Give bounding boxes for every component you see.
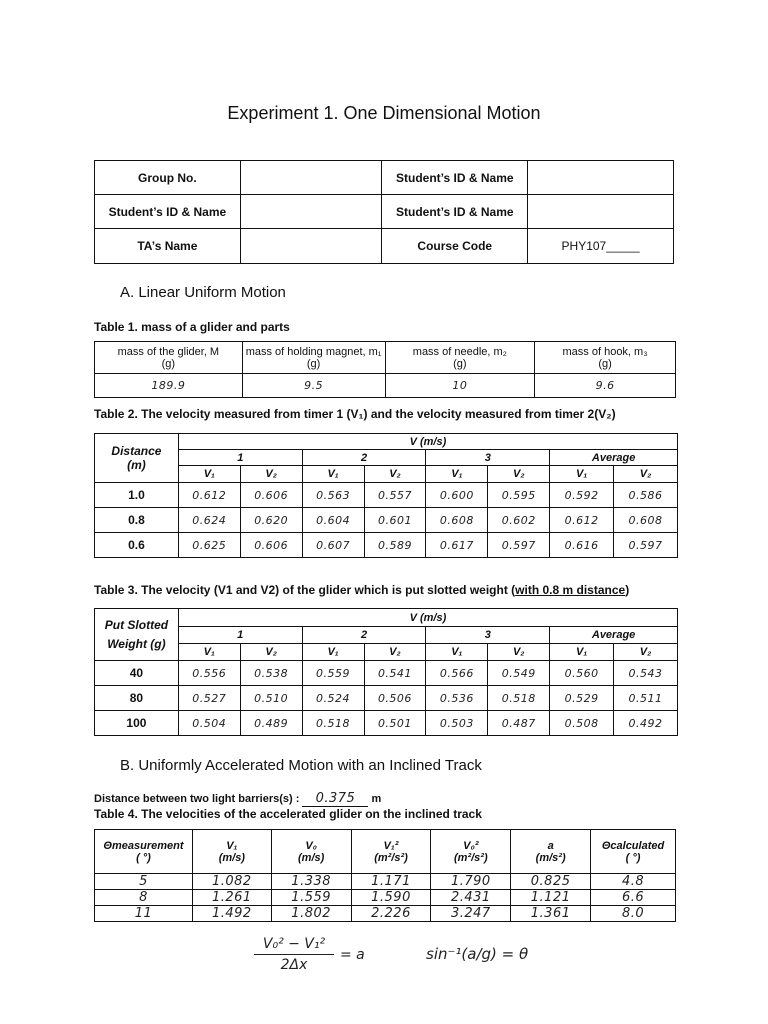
table1-mass [94,341,676,398]
table-cell: 4.8 [591,874,676,890]
table-cell: 0.608 [614,508,678,533]
table-cell: 0.624 [178,508,240,533]
table3-subcol: V₁ [302,644,364,661]
table-cell: 11 [95,906,193,922]
table-cell: 0.536 [426,686,488,711]
table-row [95,686,678,711]
table2-subcol: V₁ [550,466,614,483]
table4-header: Θcalculated ( °) [591,830,676,874]
table-cell: 0.625 [178,533,240,558]
table-cell: 3.247 [431,906,511,922]
table-cell: 0.825 [511,874,591,890]
table-cell: 0.604 [302,508,364,533]
table-row [95,533,678,558]
table2-subcol: V₁ [426,466,488,483]
table-cell: 0.541 [364,661,426,686]
page-title: Experiment 1. One Dimensional Motion [227,103,541,123]
student3-value[interactable] [528,195,674,229]
table-cell: 1.261 [192,890,271,906]
table-cell: 0.566 [426,661,488,686]
table-cell: 0.511 [614,686,678,711]
table-cell: 0.612 [178,483,240,508]
table3-subcol: V₂ [364,644,426,661]
group-value[interactable] [240,161,382,195]
ta-label: TA’s Name [95,229,241,264]
student1-value[interactable] [528,161,674,195]
table-cell: 0.556 [178,661,240,686]
table2-subcol: V₂ [364,466,426,483]
student3-label: Student’s ID & Name [382,195,528,229]
section-a-heading: A. Linear Uniform Motion [120,284,286,301]
table-row [95,508,678,533]
table-cell: 0.608 [426,508,488,533]
table-cell: 5 [95,874,193,890]
table3-caption-underlined: with 0.8 m distance [515,583,626,597]
table2-subcol: V₂ [240,466,302,483]
table-cell: 0.518 [488,686,550,711]
distance-line [94,791,381,807]
table3-subcol: V₂ [614,644,678,661]
table-cell: 0.557 [364,483,426,508]
table-cell: 1.361 [511,906,591,922]
table-cell: 2.226 [351,906,431,922]
table-cell: 0.503 [426,711,488,736]
table2-subcol: V₂ [488,466,550,483]
table-cell: 0.612 [550,508,614,533]
table-cell: 0.524 [302,686,364,711]
table-cell: 1.492 [192,906,271,922]
table3-subcol: V₁ [178,644,240,661]
table-cell: 0.538 [240,661,302,686]
hook-mass-value: 9.6 [535,374,676,398]
group-label: Group No. [95,161,241,195]
table-cell: 0.601 [364,508,426,533]
table2-group: 1 [178,450,302,466]
needle-mass-value: 10 [385,374,535,398]
table1-caption: Table 1. mass of a glider and parts [94,320,290,334]
magnet-mass-value: 9.5 [242,374,385,398]
table2-group: 3 [426,450,550,466]
table-cell: 0.508 [550,711,614,736]
table-cell: 0.620 [240,508,302,533]
table2-subcol: V₁ [178,466,240,483]
student2-label: Student’s ID & Name [95,195,241,229]
table-cell: 0.504 [178,711,240,736]
table-cell: 0.563 [302,483,364,508]
table4-header: V₀² (m²/s²) [431,830,511,874]
table3-caption: Table 3. The velocity (V1 and V2) of the glider which is put slotted weight (with 0.8 m distance) [94,583,630,597]
row-label: 80 [95,686,179,711]
row-label: 0.6 [95,533,179,558]
table-cell: 0.600 [426,483,488,508]
table-cell: 0.616 [550,533,614,558]
table3-group: 2 [302,627,426,644]
table2-group: 2 [302,450,426,466]
table4-incline [94,829,676,922]
table-cell: 0.510 [240,686,302,711]
table4-caption: Table 4. The velocities of the accelerated glider on the inclined track [94,807,482,821]
student2-value[interactable] [240,195,382,229]
table-cell: 0.518 [302,711,364,736]
glider-mass-value: 189.9 [95,374,243,398]
table-row [95,661,678,686]
table-cell: 0.549 [488,661,550,686]
table3-group: 3 [426,627,550,644]
table-cell: 0.595 [488,483,550,508]
table4-header: V₁ (m/s) [192,830,271,874]
table-cell: 1.790 [431,874,511,890]
row-label: 40 [95,661,179,686]
table-cell: 1.171 [351,874,431,890]
table-cell: 0.597 [614,533,678,558]
table2-v-header: V (m/s) [178,434,677,450]
table4-header: Θmeasurement ( °) [95,830,193,874]
table-cell: 0.589 [364,533,426,558]
table-row [95,890,676,906]
table-row [95,483,678,508]
distance-value[interactable]: 0.375 [302,791,368,807]
table3-group: Average [550,627,678,644]
table-cell: 0.597 [488,533,550,558]
table4-header: V₀ (m/s) [271,830,351,874]
formula-fraction-bar [254,954,334,955]
table2-subcol: V₂ [614,466,678,483]
row-label: 100 [95,711,179,736]
table-cell: 1.590 [351,890,431,906]
table-cell: 1.559 [271,890,351,906]
table1-header: mass of needle, m₂ (g) [385,342,535,374]
table3-subcol: V₁ [550,644,614,661]
table4-header: V₁² (m²/s²) [351,830,431,874]
table-cell: 1.338 [271,874,351,890]
table1-header: mass of the glider, M (g) [95,342,243,374]
table3-group: 1 [178,627,302,644]
table3-subcol: V₂ [240,644,302,661]
formula-acceleration [254,936,334,973]
table-cell: 1.121 [511,890,591,906]
table2-group: Average [550,450,678,466]
table3-slotted-weight [94,608,678,736]
table-cell: 0.559 [302,661,364,686]
table2-subcol: V₁ [302,466,364,483]
distance-label: Distance between two light barriers(s) : [94,793,300,805]
table-cell: 0.501 [364,711,426,736]
table-cell: 8.0 [591,906,676,922]
table-cell: 0.617 [426,533,488,558]
row-label: 0.8 [95,508,179,533]
table-cell: 0.527 [178,686,240,711]
table-cell: 0.487 [488,711,550,736]
table-cell: 0.529 [550,686,614,711]
student-info-table [94,160,674,264]
table-row [95,874,676,890]
table-cell: 0.606 [240,533,302,558]
table-cell: 0.560 [550,661,614,686]
table-cell: 0.602 [488,508,550,533]
course-label: Course Code [382,229,528,264]
table-cell: 0.586 [614,483,678,508]
table-cell: 8 [95,890,193,906]
distance-unit: m [371,793,382,805]
table3-subcol: V₂ [488,644,550,661]
table-row [95,906,676,922]
table1-header: mass of hook, m₃ (g) [535,342,676,374]
student1-label: Student’s ID & Name [382,161,528,195]
table-cell: 1.082 [192,874,271,890]
row-label: 1.0 [95,483,179,508]
table3-row-header: Put Slotted Weight (g) [95,609,179,661]
table3-subcol: V₁ [426,644,488,661]
table3-v-header: V (m/s) [178,609,677,627]
table2-caption: Table 2. The velocity measured from timer 1 (V₁) and the velocity measured from timer 2(V₂) [94,407,616,421]
formula-denominator: 2Δx [280,957,308,973]
ta-value[interactable] [240,229,382,264]
table1-header: mass of holding magnet, m₁ (g) [242,342,385,374]
table-cell: 0.592 [550,483,614,508]
table2-velocity [94,433,678,558]
table-row [95,711,678,736]
formula-angle: sin⁻¹(a/g) = θ [426,945,529,963]
formula-numerator: V₀² − V₁² [262,936,326,952]
table-cell: 1.802 [271,906,351,922]
table-cell: 0.506 [364,686,426,711]
table-cell: 0.489 [240,711,302,736]
table-cell: 6.6 [591,890,676,906]
table2-row-header: Distance (m) [95,434,179,483]
formula-acceleration-rhs: = a [340,947,365,963]
table-cell: 2.431 [431,890,511,906]
table-cell: 0.607 [302,533,364,558]
table-cell: 0.543 [614,661,678,686]
section-b-heading: B. Uniformly Accelerated Motion with an Inclined Track [120,757,482,774]
table4-header: a (m/s²) [511,830,591,874]
table-cell: 0.606 [240,483,302,508]
course-value[interactable]: PHY107_____ [528,229,674,264]
table-cell: 0.492 [614,711,678,736]
